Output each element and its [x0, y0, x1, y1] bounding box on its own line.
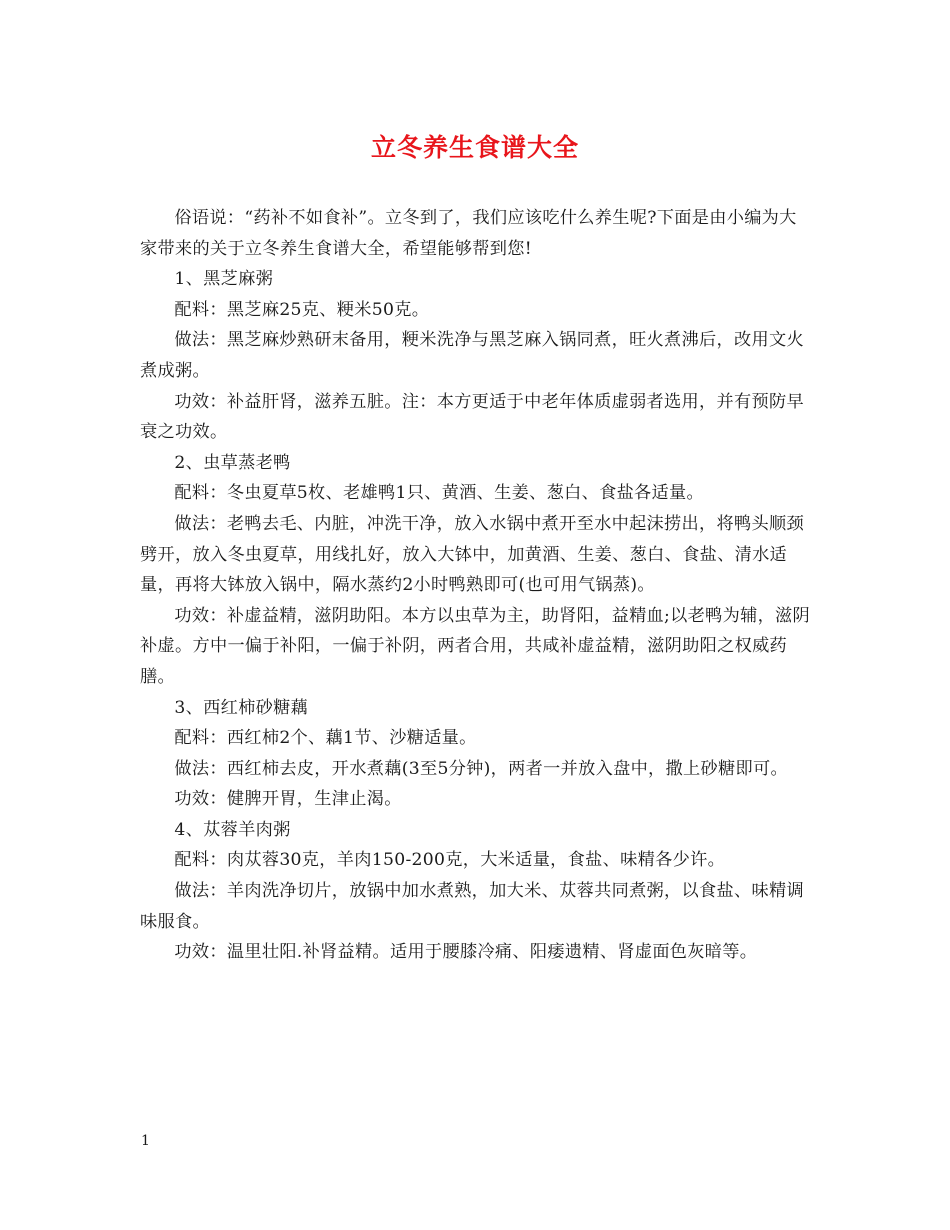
recipe-heading: 3、西红柿砂糖藕 — [174, 697, 309, 718]
recipe-method: 做法：羊肉洗净切片，放锅中加水煮熟，加大米、苁蓉共同煮粥，以食盐、味精调味服食。 — [140, 881, 804, 932]
recipe-method: 做法：老鸭去毛、内脏，冲洗干净，放入水锅中煮开至水中起沫捞出，将鸭头顺颈劈开，放入冬虫夏草，用线扎好，放入大钵中，加黄酒、生姜、葱白、食盐、清水适量，再将大钵放入锅中，隔水蒸约2小时鸭熟即可(也可用气锅蒸)。 — [140, 513, 804, 596]
page-number: 1 — [141, 1133, 150, 1149]
recipe-effect: 功效：补虚益精，滋阴助阳。本方以虫草为主，助肾阳，益精血;以老鸭为辅，滋阴补虚。方中一偏于补阳，一偏于补阴，两者合用，共咸补虚益精，滋阴助阳之权威药膳。 — [140, 605, 811, 687]
recipe-effect: 功效：健脾开胃，生津止渴。 — [174, 789, 402, 810]
recipe-heading: 2、虫草蒸老鸭 — [174, 452, 291, 473]
recipe-ingredients: 配料：肉苁蓉30克，羊肉150-200克，大米适量，食盐、味精各少许。 — [174, 850, 726, 871]
recipe-heading: 4、苁蓉羊肉粥 — [174, 819, 291, 840]
intro-paragraph: 俗语说：“药补不如食补”。立冬到了，我们应该吃什么养生呢?下面是由小编为大家带来的关于立冬养生食谱大全，希望能够帮到您! — [140, 208, 797, 259]
recipe-method: 做法：西红柿去皮，开水煮藕(3至5分钟)，两者一并放入盘中，撒上砂糖即可。 — [174, 758, 788, 779]
recipe-effect: 功效：补益肝肾，滋养五脏。注：本方更适于中老年体质虚弱者选用，并有预防早衰之功效。 — [140, 391, 804, 443]
page-title: 立冬养生食谱大全 — [370, 133, 579, 162]
recipe-effect: 功效：温里壮阳.补肾益精。适用于腰膝冷痛、阳痿遗精、肾虚面色灰暗等。 — [174, 942, 758, 963]
document-body — [140, 203, 812, 968]
recipe-ingredients: 配料：冬虫夏草5枚、老雄鸭1只、黄酒、生姜、葱白、食盐各适量。 — [174, 483, 705, 504]
recipe-ingredients: 配料：黑芝麻25克、粳米50克。 — [174, 299, 430, 320]
recipe-method: 做法：黑芝麻炒熟研末备用，粳米洗净与黑芝麻入锅同煮，旺火煮沸后，改用文火煮成粥。 — [140, 330, 804, 381]
recipe-heading: 1、黑芝麻粥 — [174, 269, 274, 290]
recipe-ingredients: 配料：西红柿2个、藕1节、沙糖适量。 — [174, 728, 477, 749]
